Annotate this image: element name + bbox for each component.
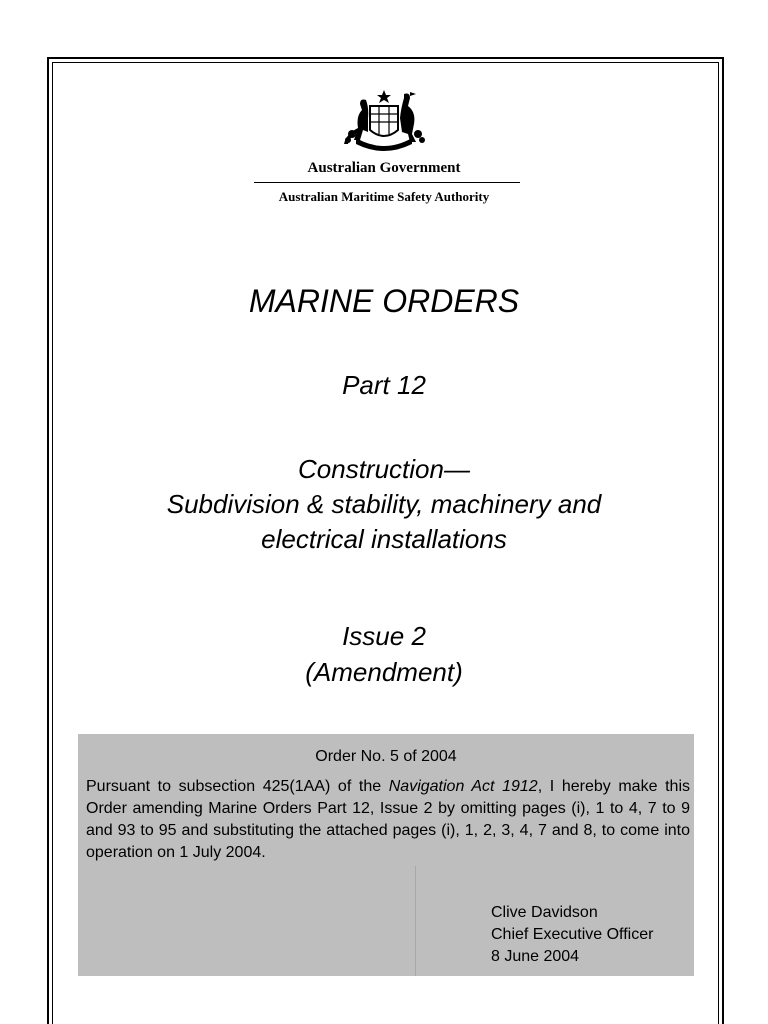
- order-text-end: , I hereby make this Order amending Marine Orders Part 12, Issue 2 by omitting pages (i), 1 to 4, 7 to 9 and 93 to 95 and substituting the attached pages (i), 1, 2, 3, 4, 7 and 8, to come into operation on 1 July 2004.: [86, 778, 690, 861]
- agency-name: Australian Maritime Safety Authority: [278, 189, 490, 204]
- subject-line: Construction—: [298, 454, 470, 484]
- act-name: Navigation Act 1912: [388, 778, 538, 795]
- signatory-title: Chief Executive Officer: [491, 926, 654, 943]
- signature-date: 8 June 2004: [491, 948, 580, 965]
- signatory-name: Clive Davidson: [491, 904, 598, 921]
- coat-of-arms-icon: [338, 88, 430, 160]
- subject-line: electrical installations: [261, 524, 507, 554]
- order-text-start: Pursuant to subsection 425(1AA) of the: [86, 778, 389, 795]
- document-title: MARINE ORDERS: [248, 283, 520, 319]
- signature-block: [491, 902, 653, 968]
- box-divider: [415, 866, 416, 976]
- organisation-name: Australian Government: [307, 160, 461, 176]
- issue-label: Issue 2: [342, 621, 426, 651]
- issue-block: [0, 618, 768, 690]
- subject-block: [0, 452, 768, 557]
- subject-line: Subdivision & stability, machinery and: [166, 489, 602, 519]
- order-paragraph: [86, 776, 690, 864]
- part-title: Part 12: [342, 370, 426, 400]
- issue-note: (Amendment): [305, 657, 463, 687]
- order-box: [78, 734, 694, 976]
- order-number: Order No. 5 of 2004: [315, 748, 457, 765]
- header-divider: [254, 182, 520, 183]
